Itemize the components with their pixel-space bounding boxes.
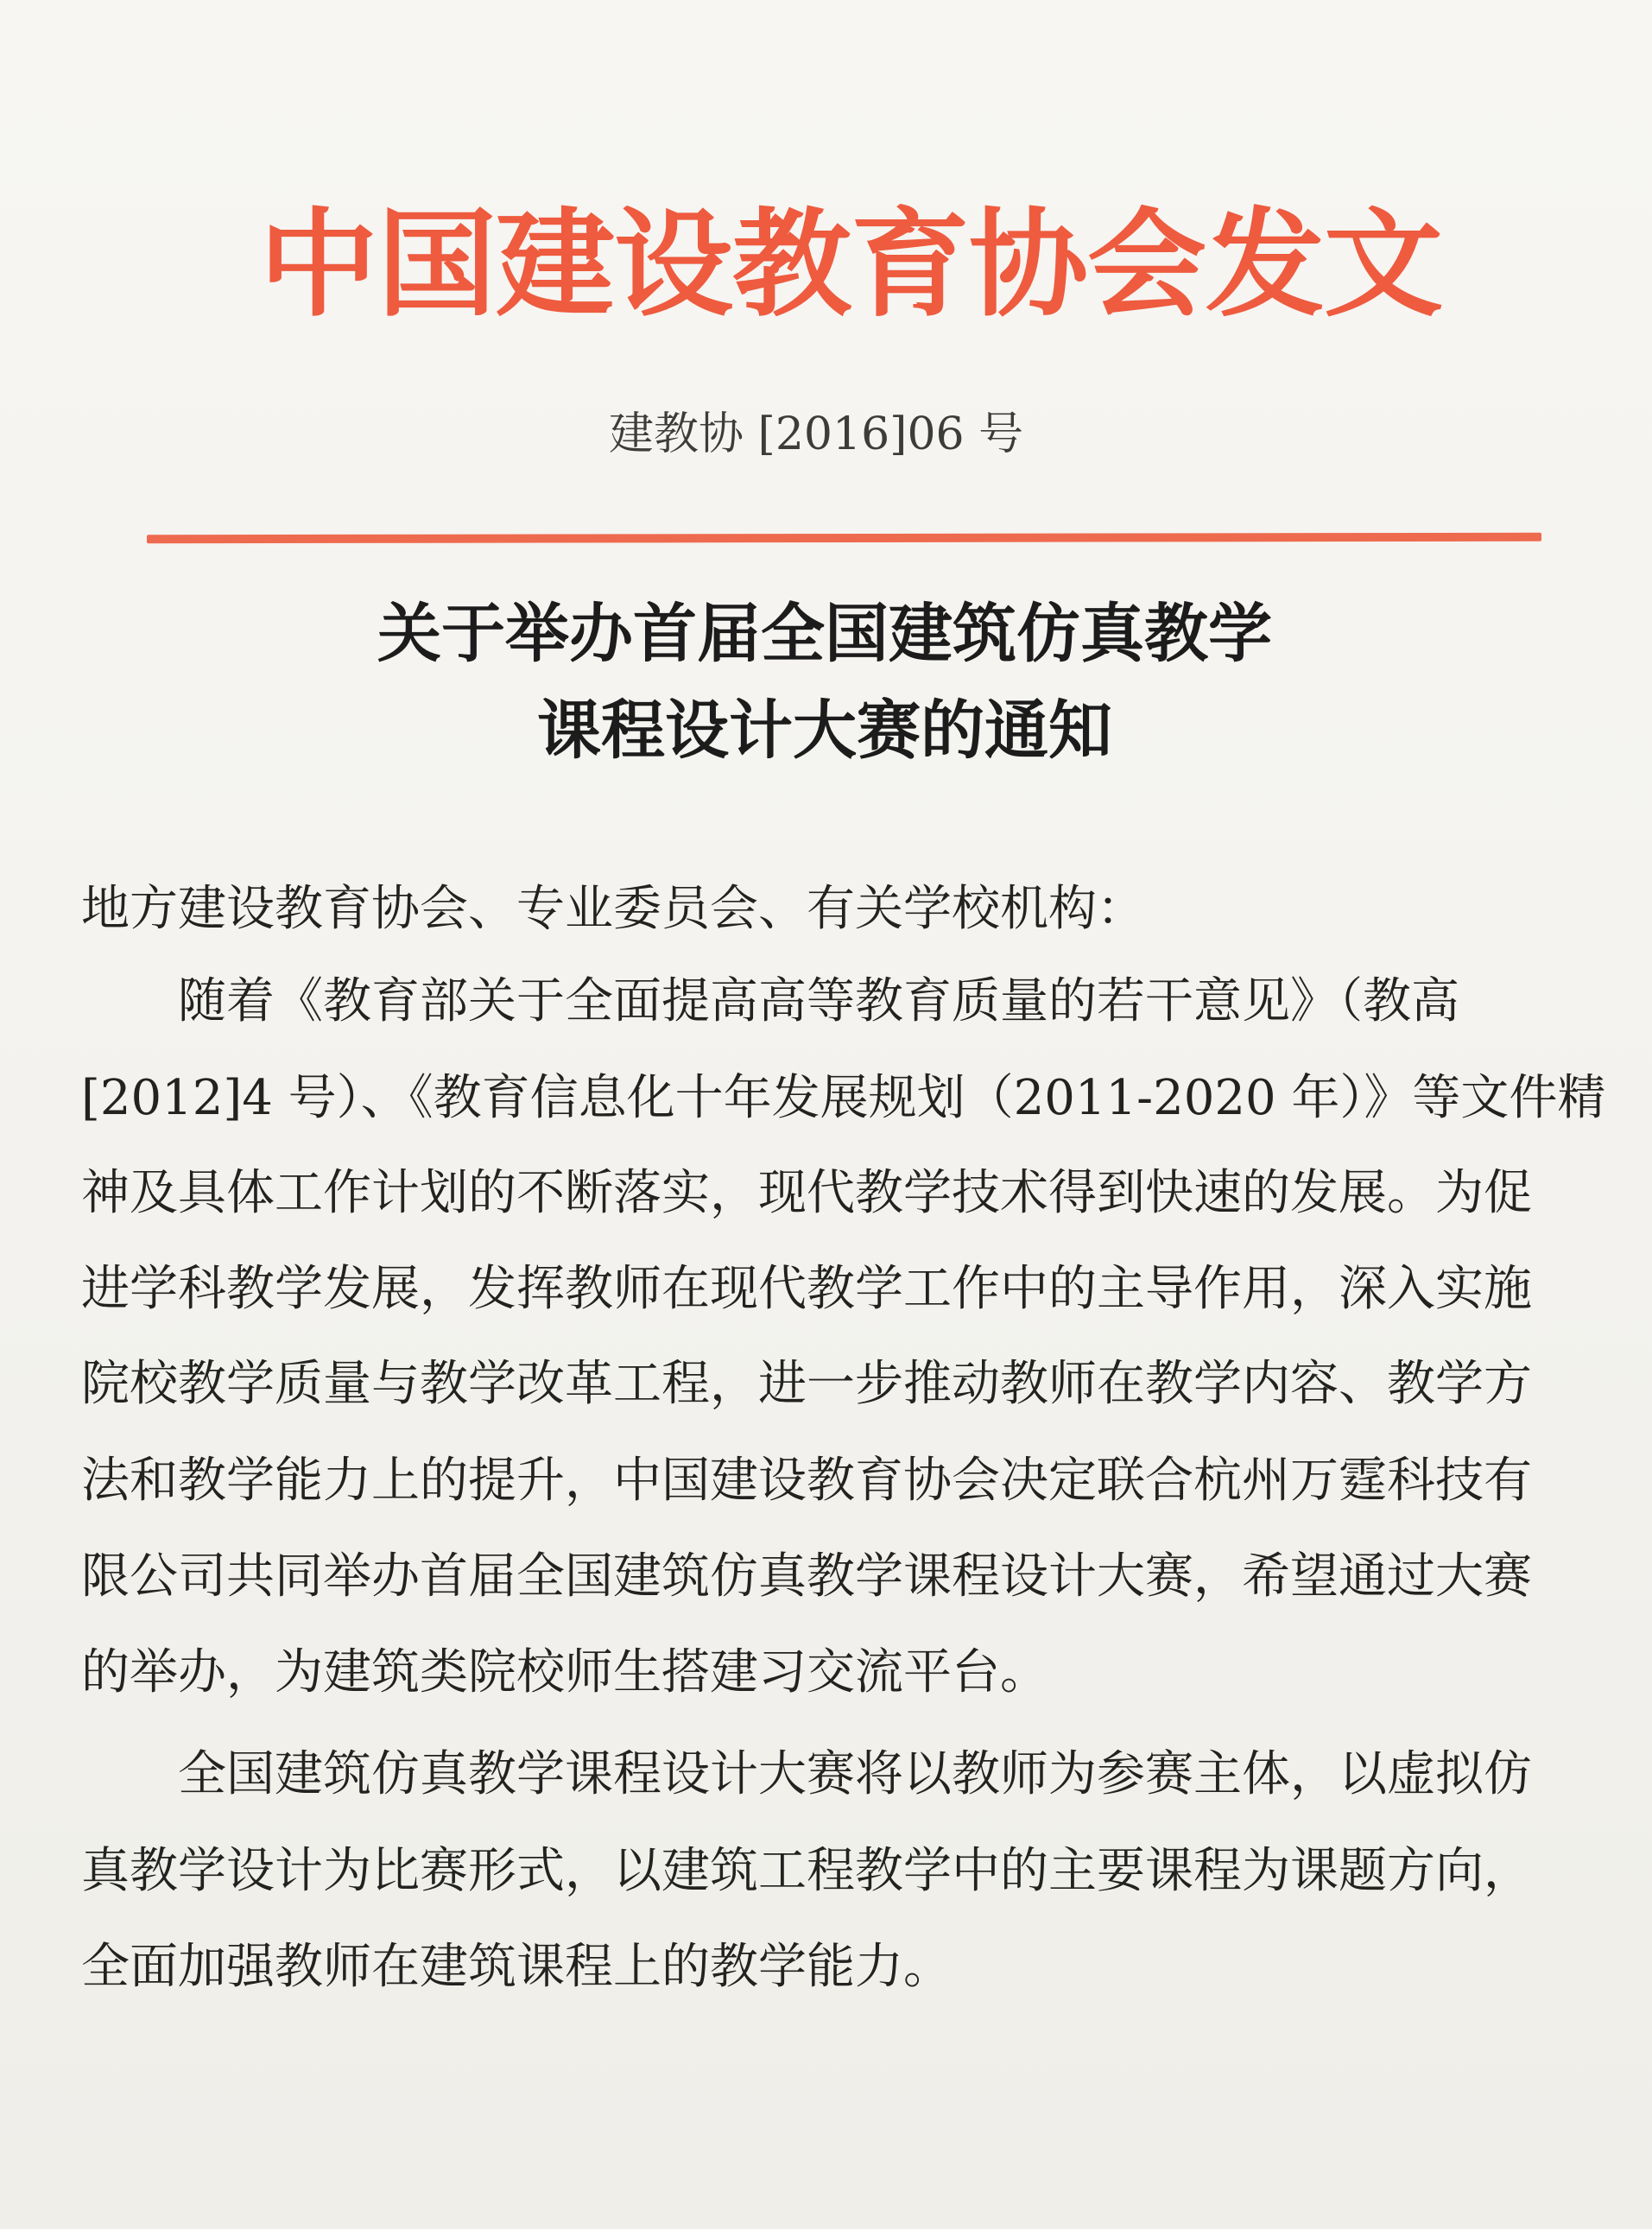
paragraph-2-line-2: 真教学设计为比赛形式，以建筑工程教学中的主要课程为课题方向， bbox=[81, 1843, 1532, 1899]
subject-line-2: 课程设计大赛的通知 bbox=[537, 693, 1112, 768]
paragraph-1-line-2: [2012]4 号）、《教育信息化十年发展规划（2011-2020 年）》等文件精 bbox=[81, 1070, 1606, 1126]
paragraph-1-line-3: 神及具体工作计划的不断落实，现代教学技术得到快速的发展。为促 bbox=[81, 1165, 1532, 1221]
paragraph-1-line-6: 法和教学能力上的提升，中国建设教育协会决定联合杭州万霆科技有 bbox=[81, 1453, 1532, 1509]
paragraph-2-line-1: 全国建筑仿真教学课程设计大赛将以教师为参赛主体，以虚拟仿 bbox=[81, 1746, 1532, 1802]
salutation: 地方建设教育协会、专业委员会、有关学校机构： bbox=[81, 881, 1145, 937]
paragraph-1-line-7: 限公司共同举办首届全国建筑仿真教学课程设计大赛，希望通过大赛 bbox=[81, 1548, 1532, 1605]
paragraph-1-line-5: 院校教学质量与教学改革工程，进一步推动教师在教学内容、教学方 bbox=[81, 1356, 1532, 1412]
letterhead-divider bbox=[147, 533, 1541, 544]
paragraph-1-line-4: 进学科教学发展，发挥教师在现代教学工作中的主导作用，深入实施 bbox=[81, 1261, 1532, 1317]
document-number: 建教协 [2016]06 号 bbox=[609, 408, 1024, 460]
subject-line-1: 关于举办首届全国建筑仿真教学 bbox=[377, 597, 1272, 671]
paragraph-1-line-1: 随着《教育部关于全面提高高等教育质量的若干意见》（教高 bbox=[81, 973, 1459, 1029]
paragraph-2-line-3: 全面加强教师在建筑课程上的教学能力。 bbox=[81, 1939, 952, 1995]
paragraph-1-line-8: 的举办，为建筑类院校师生搭建习交流平台。 bbox=[81, 1644, 1048, 1700]
letterhead-title: 中国建设教育协会发文 bbox=[259, 194, 1443, 333]
